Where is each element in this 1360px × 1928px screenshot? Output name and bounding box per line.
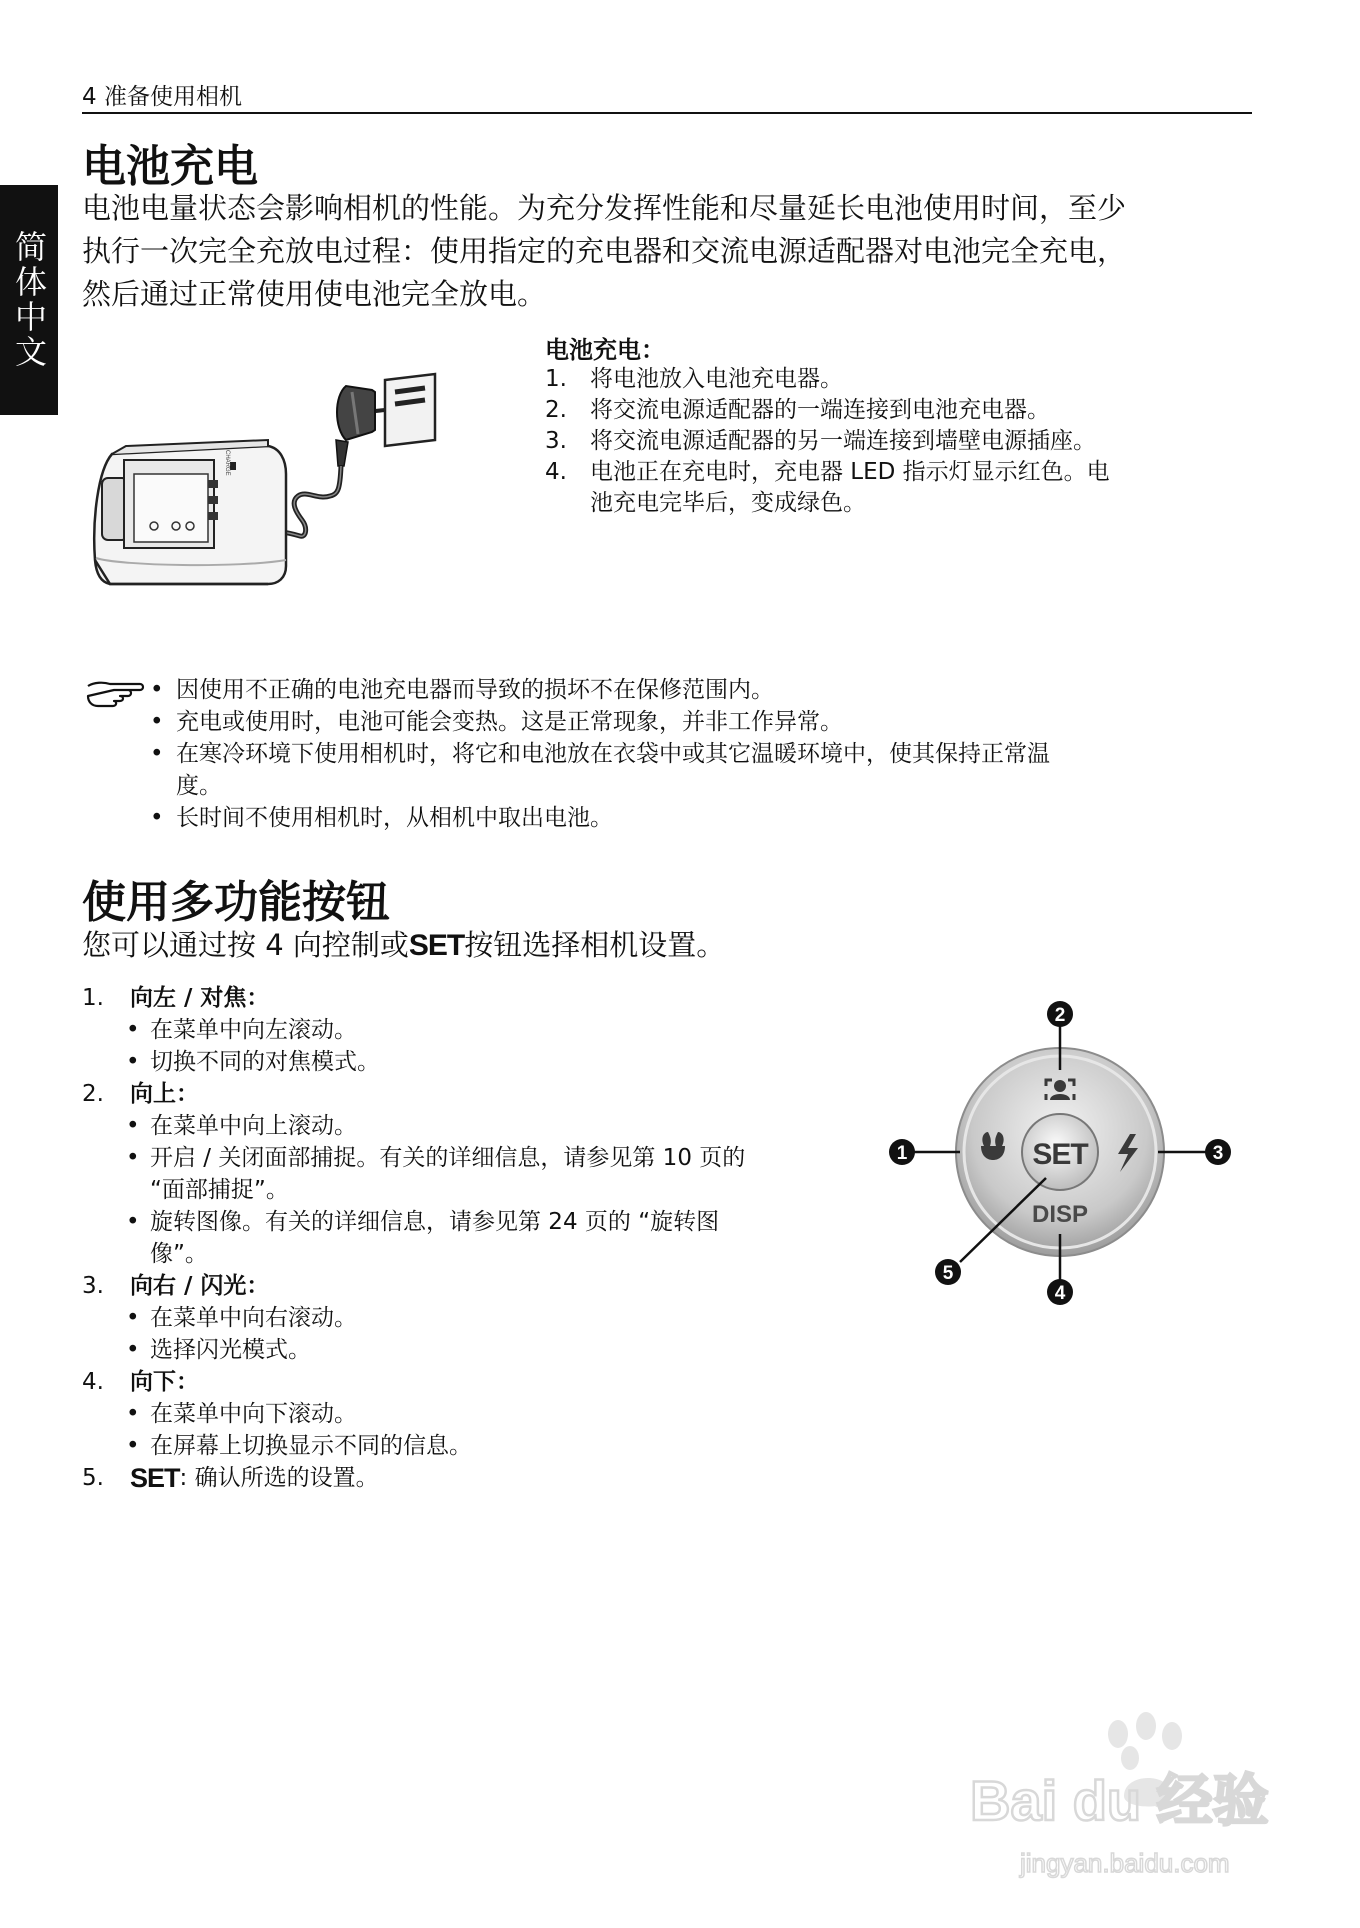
bullet: • <box>126 1209 140 1235</box>
sub-item-continued <box>82 1174 882 1206</box>
sub-text: 在菜单中向右滚动。 <box>150 1305 357 1331</box>
note-text: 度。 <box>176 773 222 799</box>
bullet <box>150 770 176 802</box>
set-logo-text: SET <box>130 1463 180 1493</box>
step-item <box>545 426 1245 457</box>
sub-text: “面部捕捉”。 <box>150 1177 289 1203</box>
note-text: 长时间不使用相机时，从相机中取出电池。 <box>176 805 613 831</box>
header-divider <box>82 112 1252 114</box>
item-number: 5. <box>82 1465 104 1491</box>
step-text: 电池正在充电时，充电器 LED 指示灯显示红色。电 <box>590 459 1110 485</box>
sub-text: 选择闪光模式。 <box>150 1337 311 1363</box>
sub-item <box>82 1046 882 1078</box>
step-text: 将电池放入电池充电器。 <box>590 366 843 392</box>
intro-text: 按钮选择相机设置。 <box>464 928 726 962</box>
bullet: • <box>150 805 164 831</box>
step-text: 将交流电源适配器的一端连接到电池充电器。 <box>590 397 1050 423</box>
sub-text: 切换不同的对焦模式。 <box>150 1049 380 1075</box>
item-text: : 确认所选的设置。 <box>179 1465 379 1491</box>
bullet: • <box>126 1017 140 1043</box>
bullet: • <box>126 1401 140 1427</box>
language-tab <box>0 185 58 415</box>
callout-number: 3 <box>1212 1143 1224 1164</box>
sub-item <box>82 1206 882 1238</box>
item-title: 向下： <box>130 1369 199 1395</box>
step-text: 将交流电源适配器的另一端连接到墙壁电源插座。 <box>590 428 1096 454</box>
intro-line: 然后通过正常使用使电池完全放电。 <box>82 277 547 311</box>
step-number: 3. <box>545 428 567 454</box>
note-text: 充电或使用时，电池可能会变热。这是正常现象，并非工作异常。 <box>176 709 843 735</box>
bullet: • <box>126 1433 140 1459</box>
page-header: 4 准备使用相机 <box>82 84 242 110</box>
bullet: • <box>150 741 164 767</box>
sub-item <box>82 1142 882 1174</box>
function-item-right <box>82 1270 882 1302</box>
section-title-charging: 电池充电 <box>82 141 258 192</box>
hand-pointer-icon <box>84 678 148 708</box>
callout-number: 2 <box>1054 1005 1066 1026</box>
step-text: 池充电完毕后，变成绿色。 <box>590 490 866 516</box>
step-number: 2. <box>545 397 567 423</box>
bullet: • <box>126 1305 140 1331</box>
function-item-down <box>82 1366 882 1398</box>
watermark-url: jingyan.baidu.com <box>1020 1848 1230 1878</box>
sub-text: 在菜单中向下滚动。 <box>150 1401 357 1427</box>
section-title-multifunction: 使用多功能按钮 <box>82 877 390 928</box>
dial-disp-label: DISP <box>1031 1201 1089 1228</box>
callout-5 <box>935 1259 961 1285</box>
step-item <box>545 395 1245 426</box>
multifunction-dial-diagram <box>880 990 1240 1320</box>
multifunction-intro <box>82 924 725 967</box>
charging-intro <box>82 187 1126 316</box>
sub-item <box>82 1334 882 1366</box>
note-text: 因使用不正确的电池充电器而导致的损坏不在保修范围内。 <box>176 677 774 703</box>
bullet: • <box>126 1337 140 1363</box>
set-logo-text: SET <box>408 929 465 962</box>
intro-line: 执行一次完全充放电过程：使用指定的充电器和交流电源适配器对电池完全充电， <box>82 234 1127 268</box>
language-tab-label: 简体中文 <box>10 230 48 370</box>
intro-text: 您可以通过按 4 向控制或 <box>82 928 409 962</box>
callout-number: 1 <box>896 1143 908 1164</box>
note-item <box>150 738 1250 770</box>
step-item <box>545 364 1245 395</box>
callout-3 <box>1205 1139 1231 1165</box>
sub-text: 像”。 <box>150 1241 208 1267</box>
item-number: 1. <box>82 985 104 1011</box>
note-text: 在寒冷环境下使用相机时，将它和电池放在衣袋中或其它温暖环境中，使其保持正常温 <box>176 741 1050 767</box>
sub-item <box>82 1110 882 1142</box>
watermark-brand: Bai du 经验 <box>970 1769 1269 1832</box>
intro-line: 电池电量状态会影响相机的性能。为充分发挥性能和尽量延长电池使用时间，至少 <box>82 191 1127 225</box>
callout-2 <box>1047 1001 1073 1027</box>
bullet: • <box>126 1049 140 1075</box>
bullet: • <box>150 677 164 703</box>
charger-label: CHARGE <box>224 450 230 476</box>
sub-item <box>82 1302 882 1334</box>
step-item <box>545 457 1245 488</box>
sub-text: 旋转图像。有关的详细信息，请参见第 24 页的 “旋转图 <box>150 1209 720 1235</box>
sub-text: 在菜单中向上滚动。 <box>150 1113 357 1139</box>
note-item <box>150 770 1250 802</box>
item-title: 向右 / 闪光： <box>130 1273 270 1299</box>
function-item-left <box>82 982 882 1014</box>
bullet: • <box>150 709 164 735</box>
sub-text: 在屏幕上切换显示不同的信息。 <box>150 1433 472 1459</box>
function-item-set <box>82 1462 882 1494</box>
function-list <box>82 982 882 1494</box>
note-item <box>150 706 1250 738</box>
item-title: 向上： <box>130 1081 199 1107</box>
item-number: 4. <box>82 1369 104 1395</box>
baidu-watermark <box>960 1700 1300 1890</box>
step-number <box>545 488 590 519</box>
sub-item <box>82 1014 882 1046</box>
dial <box>956 1048 1164 1256</box>
note-item <box>150 802 1250 834</box>
sub-text: 在菜单中向左滚动。 <box>150 1017 357 1043</box>
step-item <box>545 488 1245 519</box>
battery-charger <box>94 440 286 584</box>
bullet: • <box>126 1113 140 1139</box>
item-number: 2. <box>82 1081 104 1107</box>
step-number: 1. <box>545 366 567 392</box>
callout-number: 5 <box>942 1263 954 1284</box>
bullet: • <box>126 1145 140 1171</box>
callout-4 <box>1047 1279 1073 1305</box>
charging-steps-title: 电池充电： <box>545 336 665 364</box>
sub-text: 开启 / 关闭面部捕捉。有关的详细信息，请参见第 10 页的 <box>150 1145 746 1171</box>
charger-illustration <box>90 370 520 610</box>
ac-adapter <box>266 374 435 536</box>
callout-1 <box>889 1139 915 1165</box>
step-number: 4. <box>545 459 567 485</box>
sub-item-continued <box>82 1238 882 1270</box>
item-title: 向左 / 对焦： <box>130 985 270 1011</box>
callout-number: 4 <box>1054 1283 1066 1304</box>
dial-set-label: SET <box>1032 1138 1088 1171</box>
item-number: 3. <box>82 1273 104 1299</box>
charging-steps <box>545 364 1245 519</box>
sub-item <box>82 1430 882 1462</box>
note-item <box>150 674 1250 706</box>
sub-item <box>82 1398 882 1430</box>
function-item-up <box>82 1078 882 1110</box>
notes-list <box>150 674 1250 834</box>
